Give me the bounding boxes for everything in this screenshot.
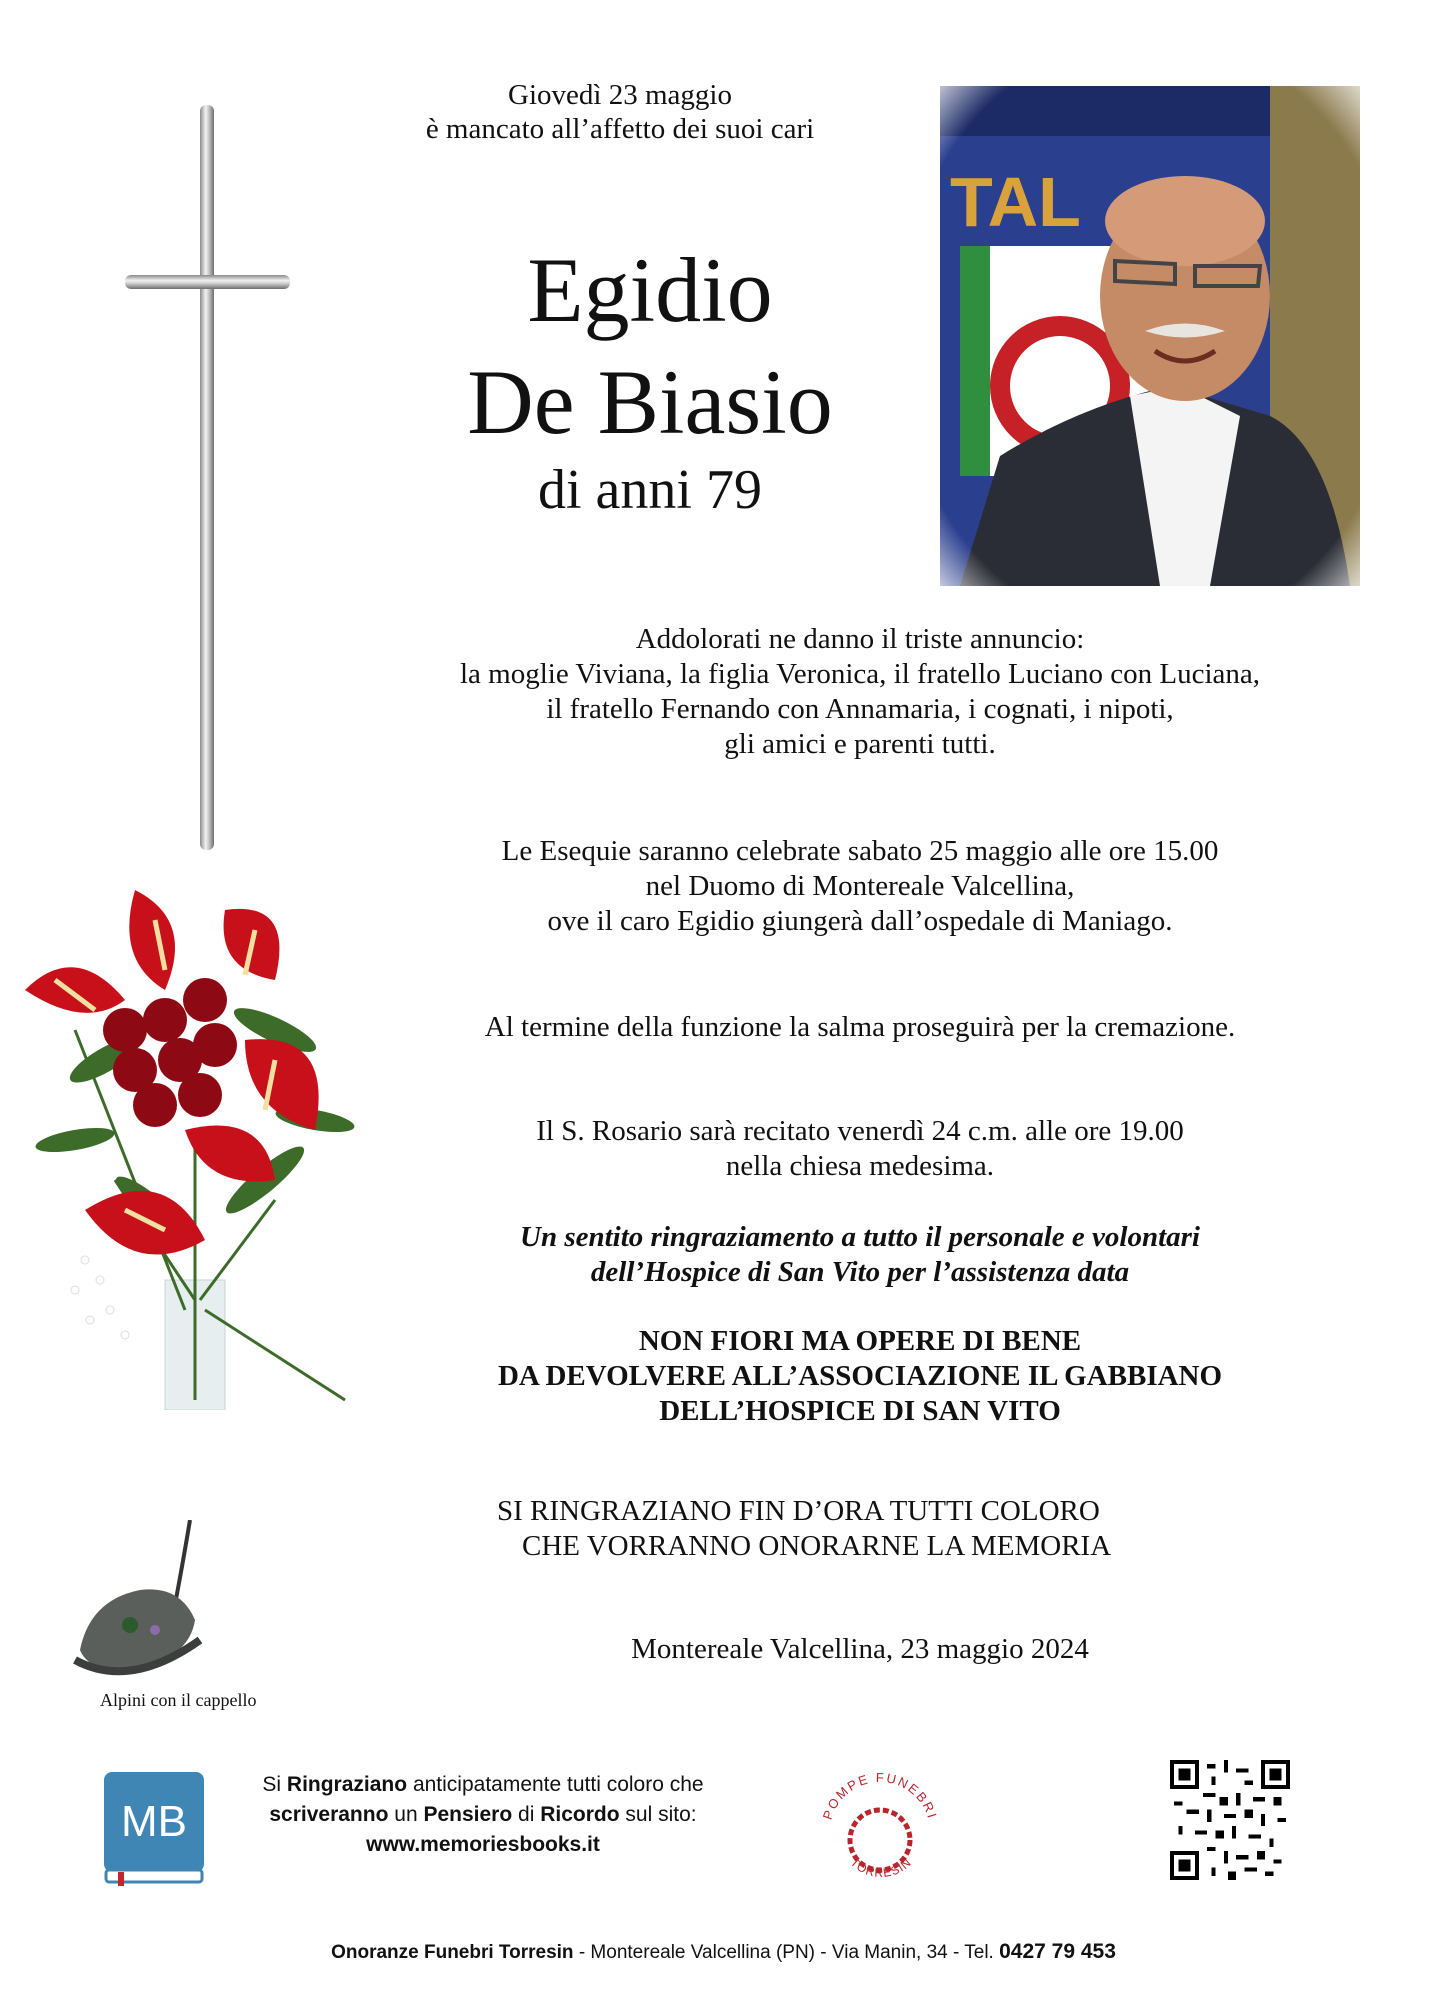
memories-message bbox=[218, 1770, 748, 1860]
funeral-paragraph bbox=[380, 834, 1340, 939]
last-name: De Biasio bbox=[467, 351, 833, 453]
svg-text:POMPE FUNEBRI bbox=[820, 1770, 941, 1822]
cremation-note: Al termine della funzione la salma proseguirà per la cremazione. bbox=[484, 1011, 1236, 1043]
memories-text: anticipatamente tutti coloro che bbox=[412, 1773, 704, 1796]
qr-code[interactable] bbox=[1170, 1760, 1290, 1880]
death-date: Giovedì 23 maggio bbox=[508, 79, 732, 111]
rosary-paragraph bbox=[380, 1114, 1340, 1184]
announcement-paragraph bbox=[380, 622, 1340, 762]
funeral-line: Le Esequie saranno celebrate sabato 25 maggio alle ore 15.00 bbox=[501, 835, 1219, 867]
announcement-line: Addolorati ne danno il triste annuncio: bbox=[635, 623, 1085, 655]
first-name: Egidio bbox=[527, 239, 773, 341]
memories-text-bold: Ricordo bbox=[540, 1803, 620, 1826]
portrait-photo bbox=[940, 86, 1360, 586]
thank-all-line: CHE VORRANNO ONORARNE LA MEMORIA bbox=[522, 1530, 1112, 1562]
age-text: di anni 79 bbox=[538, 459, 762, 521]
memories-line bbox=[218, 1800, 748, 1830]
memories-url-link[interactable]: www.memoriesbooks.it bbox=[366, 1833, 600, 1856]
seal-top-text: POMPE FUNEBRI bbox=[819, 1769, 941, 1822]
announcement-line: la moglie Viviana, la figlia Veronica, il fratello Luciano con Luciana, bbox=[459, 658, 1261, 690]
hospice-thanks-line: dell’Hospice di San Vito per l’assistenza data bbox=[590, 1256, 1130, 1288]
footer-address: - Montereale Valcellina (PN) - Via Manin, 34 - Tel. bbox=[573, 1942, 1000, 1963]
thank-all-note bbox=[380, 1494, 1340, 1564]
svg-text:TORRESIN bbox=[848, 1855, 914, 1880]
donation-line: DA DEVOLVERE ALL’ASSOCIAZIONE IL GABBIANO bbox=[497, 1360, 1223, 1392]
announcement-line: il fratello Fernando con Annamaria, i cognati, i nipoti, bbox=[546, 693, 1174, 725]
funeral-line: ove il caro Egidio giungerà dall’ospedale di Maniago. bbox=[547, 905, 1173, 937]
hospice-thanks bbox=[380, 1220, 1340, 1290]
hat-caption: Alpini con il cappello bbox=[100, 1690, 257, 1710]
footer-company: Onoranze Funebri Torresin bbox=[331, 1942, 574, 1963]
footer-phone: 0427 79 453 bbox=[999, 1940, 1116, 1963]
memories-line bbox=[218, 1770, 748, 1800]
hospice-thanks-line: Un sentito ringraziamento a tutto il personale e volontari bbox=[520, 1221, 1200, 1253]
memories-text-bold: scriveranno bbox=[269, 1803, 389, 1826]
funeral-home-seal-logo bbox=[810, 1752, 950, 1902]
thank-all-line: SI RINGRAZIANO FIN D’ORA TUTTI COLORO bbox=[497, 1495, 1100, 1527]
flower-bouquet-image bbox=[15, 880, 385, 1410]
rosary-line: Il S. Rosario sarà recitato venerdì 24 c.m. alle ore 19.00 bbox=[536, 1115, 1184, 1147]
alpini-hat-image bbox=[70, 1520, 210, 1690]
seal-bottom-text: TORRESIN bbox=[847, 1855, 915, 1881]
donation-line: DELL’HOSPICE DI SAN VITO bbox=[659, 1395, 1061, 1427]
donation-line: NON FIORI MA OPERE DI BENE bbox=[638, 1325, 1082, 1357]
memories-text: un bbox=[394, 1803, 418, 1826]
place-date: Montereale Valcellina, 23 maggio 2024 bbox=[631, 1633, 1089, 1665]
memoriesbooks-logo-icon[interactable] bbox=[104, 1772, 206, 1886]
donation-note bbox=[380, 1324, 1340, 1429]
announcement-line: gli amici e parenti tutti. bbox=[724, 728, 996, 760]
memories-text: sul sito: bbox=[625, 1803, 697, 1826]
footer-contact bbox=[0, 1940, 1447, 1964]
memoriesbooks-logo-text: MB bbox=[121, 1797, 187, 1846]
cross-icon bbox=[125, 105, 295, 855]
memories-text-bold: Ringraziano bbox=[286, 1773, 408, 1796]
funeral-line: nel Duomo di Montereale Valcellina, bbox=[645, 870, 1075, 902]
intro-text bbox=[360, 78, 880, 146]
memories-text-bold: Pensiero bbox=[423, 1803, 513, 1826]
intro-line: è mancato all’affetto dei suoi cari bbox=[425, 113, 815, 145]
rosary-line: nella chiesa medesima. bbox=[725, 1150, 995, 1182]
memories-text: Si bbox=[262, 1773, 282, 1796]
memories-text: di bbox=[518, 1803, 535, 1826]
